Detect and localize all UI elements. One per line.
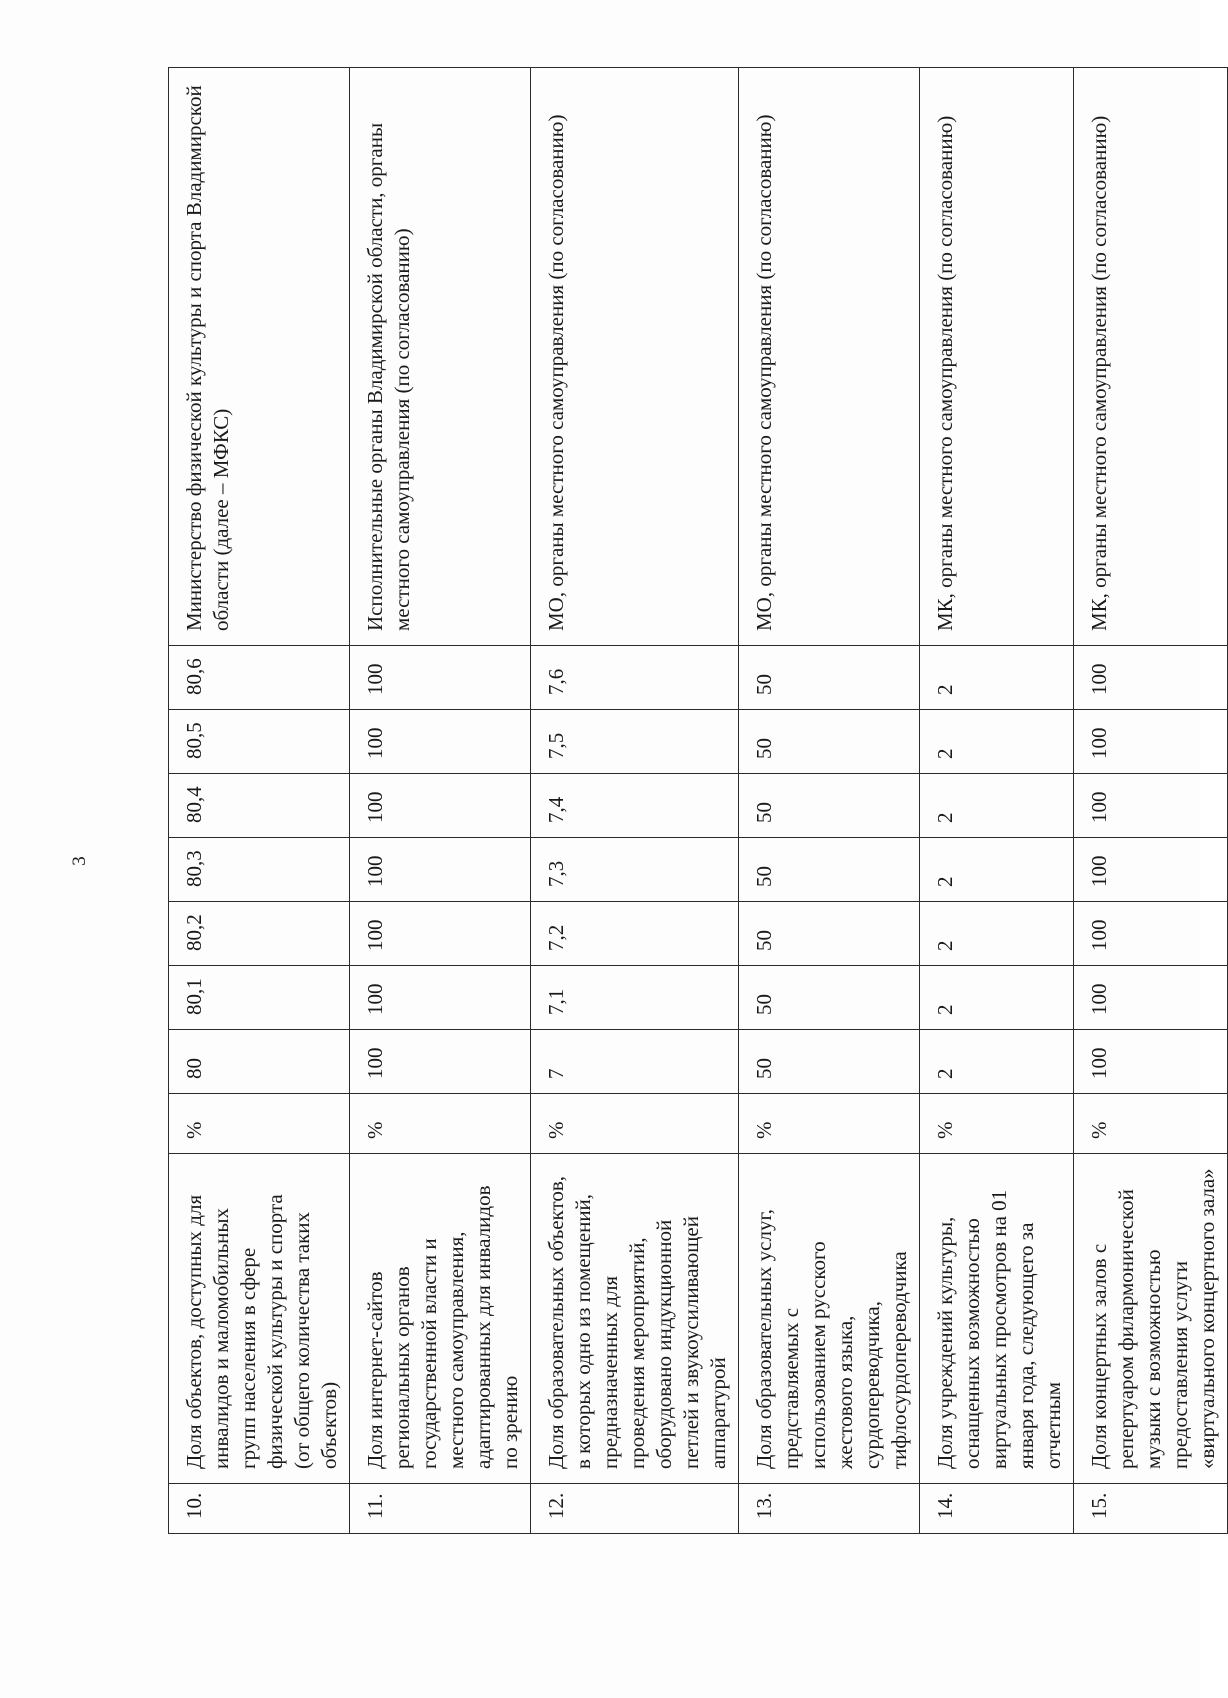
row-number: 11.	[350, 1484, 531, 1534]
value-cell: 2	[920, 710, 1074, 774]
value-cell: 7,5	[531, 710, 739, 774]
value-cell: 2	[920, 966, 1074, 1030]
value-cell: 80,4	[169, 774, 350, 838]
value-cell: 80,2	[169, 902, 350, 966]
value-cell: 7,3	[531, 838, 739, 902]
indicator-name: Доля учреждений культуры, оснащенных возможностью виртуальных просмотров на 01 января года, следующего за отчетным	[920, 1154, 1074, 1484]
indicator-name: Доля объектов, доступных для инвалидов и маломобильных групп населения в сфере физической культуры и спорта (от общего количества таких объектов)	[169, 1154, 350, 1484]
table-row	[739, 68, 920, 1534]
row-number: 13.	[739, 1484, 920, 1534]
value-cell: 80	[169, 1030, 350, 1094]
executor-cell: Министерство физической культуры и спорта Владимирской области (далее – МФКС)	[169, 68, 350, 646]
value-cell: 100	[350, 838, 531, 902]
table-row	[531, 68, 739, 1534]
value-cell: 100	[1074, 710, 1228, 774]
executor-cell: МК, органы местного самоуправления (по согласованию)	[920, 68, 1074, 646]
value-cell: 80,3	[169, 838, 350, 902]
indicator-name: Доля интернет-сайтов региональных органов государственной власти и местного самоуправления, адаптированных для инвалидов по зрению	[350, 1154, 531, 1484]
value-cell: 7,4	[531, 774, 739, 838]
value-cell: 100	[350, 1030, 531, 1094]
value-cell: 100	[350, 646, 531, 710]
value-cell: 100	[1074, 1030, 1228, 1094]
unit-cell: %	[739, 1094, 920, 1154]
unit-cell: %	[531, 1094, 739, 1154]
executor-cell: МК, органы местного самоуправления (по согласованию)	[1074, 68, 1228, 646]
value-cell: 2	[920, 838, 1074, 902]
unit-cell: %	[1074, 1094, 1228, 1154]
value-cell: 2	[920, 774, 1074, 838]
value-cell: 80,5	[169, 710, 350, 774]
value-cell: 2	[920, 1030, 1074, 1094]
executor-cell: МО, органы местного самоуправления (по согласованию)	[739, 68, 920, 646]
table-row	[1074, 68, 1228, 1534]
rotated-table-wrapper	[168, 68, 1219, 1534]
value-cell: 100	[1074, 838, 1228, 902]
row-number: 15.	[1074, 1484, 1228, 1534]
value-cell: 7,6	[531, 646, 739, 710]
executor-cell: МО, органы местного самоуправления (по согласованию)	[531, 68, 739, 646]
value-cell: 7,2	[531, 902, 739, 966]
value-cell: 50	[739, 774, 920, 838]
page-number: 3	[69, 856, 90, 866]
indicator-name: Доля концертных залов с репертуаром филармонической музыки с возможностью предоставления услуги «виртуального концертного зала»	[1074, 1154, 1228, 1484]
value-cell: 50	[739, 710, 920, 774]
value-cell: 50	[739, 1030, 920, 1094]
value-cell: 100	[350, 966, 531, 1030]
unit-cell: %	[920, 1094, 1074, 1154]
value-cell: 100	[1074, 902, 1228, 966]
value-cell: 80,1	[169, 966, 350, 1030]
value-cell: 2	[920, 902, 1074, 966]
row-number: 10.	[169, 1484, 350, 1534]
value-cell: 7	[531, 1030, 739, 1094]
value-cell: 50	[739, 902, 920, 966]
value-cell: 50	[739, 646, 920, 710]
table-row	[169, 68, 350, 1534]
indicators-table	[168, 67, 1228, 1534]
indicator-name: Доля образовательных объектов, в которых одно из помещений, предназначенных для проведения мероприятий, оборудовано индукционной петлей и звукоусиливающей аппаратурой	[531, 1154, 739, 1484]
value-cell: 50	[739, 966, 920, 1030]
row-number: 12.	[531, 1484, 739, 1534]
value-cell: 50	[739, 838, 920, 902]
value-cell: 100	[1074, 966, 1228, 1030]
executor-cell: Исполнительные органы Владимирской области, органы местного самоуправления (по согласованию)	[350, 68, 531, 646]
value-cell: 100	[1074, 646, 1228, 710]
value-cell: 100	[350, 902, 531, 966]
table-row	[350, 68, 531, 1534]
value-cell: 100	[350, 710, 531, 774]
value-cell: 2	[920, 646, 1074, 710]
table-row	[920, 68, 1074, 1534]
unit-cell: %	[350, 1094, 531, 1154]
row-number: 14.	[920, 1484, 1074, 1534]
value-cell: 7,1	[531, 966, 739, 1030]
value-cell: 100	[350, 774, 531, 838]
value-cell: 100	[1074, 774, 1228, 838]
indicator-name: Доля образовательных услуг, представляемых с использованием русского жестового языка, сурдопереводчика, тифлосурдопереводчика	[739, 1154, 920, 1484]
value-cell: 80,6	[169, 646, 350, 710]
unit-cell: %	[169, 1094, 350, 1154]
